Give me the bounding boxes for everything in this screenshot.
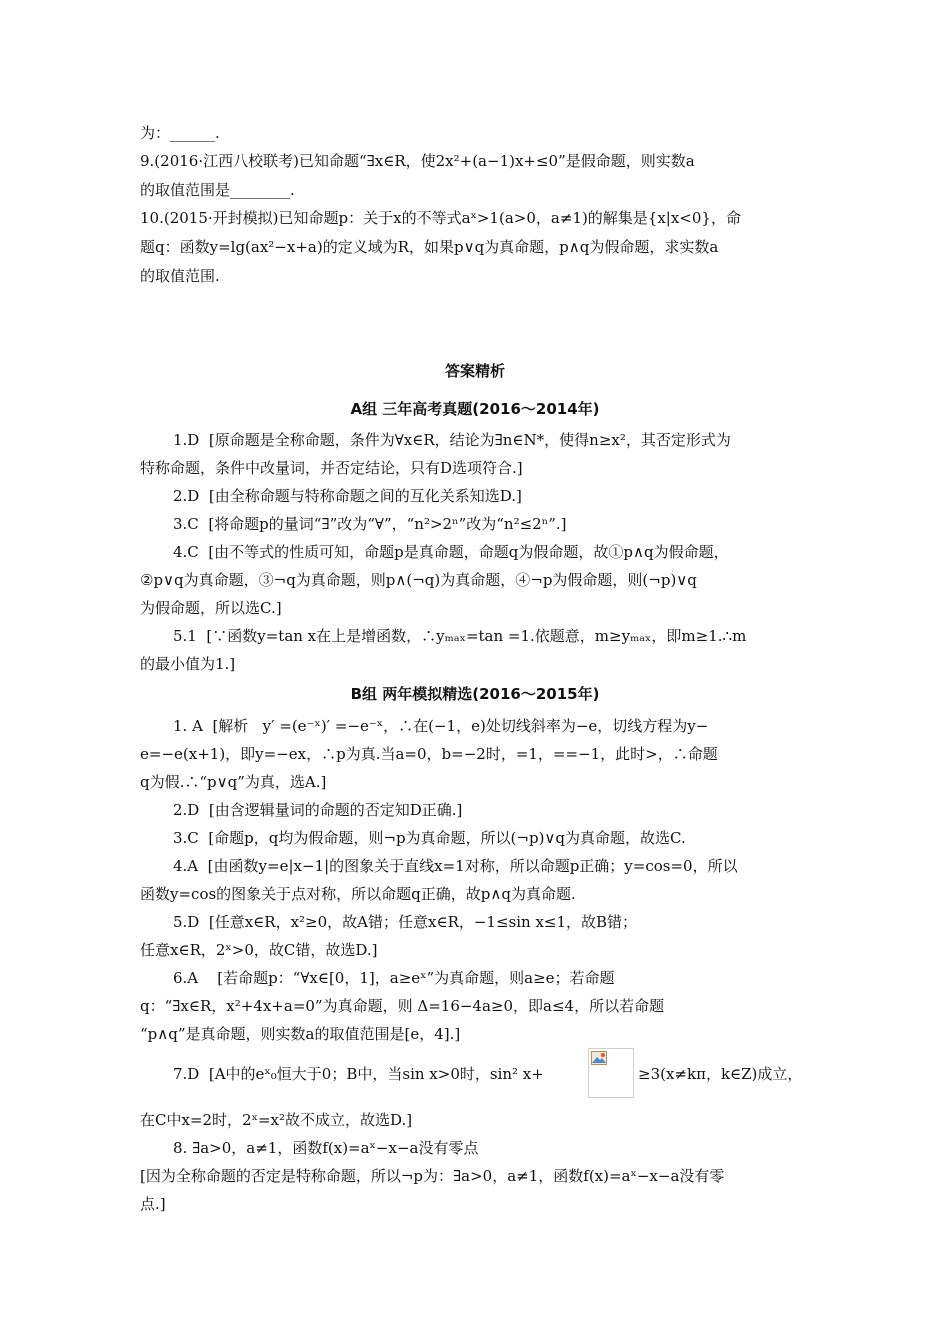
group-b-heading: B组 两年模拟精选(2016～2015年) <box>350 685 600 703</box>
text-line: [因为全称命题的否定是特称命题，所以¬p为：∃a>0，a≠1，函数f(x)=aˣ−x−a没有零 <box>140 1167 725 1185</box>
text-line: 的最小值为1.] <box>140 655 236 673</box>
text-line: 任意x∈R，2ˣ>0，故C错，故选D.] <box>140 941 378 959</box>
text-line: 题q：函数y=lg(ax²−x+a)的定义域为R，如果p∨q为真命题，p∧q为假命题，求实数a <box>140 238 719 256</box>
text-line: 在C中x=2时，2ˣ=x²故不成立，故选D.] <box>140 1111 413 1129</box>
text-line: 1. A [解析 y′ =(e⁻ˣ)′ =−e⁻ˣ，∴在(−1，e)处切线斜率为−e，切线方程为y− <box>173 717 709 735</box>
text-line: 的取值范围是________. <box>140 181 295 199</box>
text-line: 9.(2016·江西八校联考)已知命题“∃x∈R，使2x²+(a−1)x+≤0”是假命题，则实数a <box>140 152 695 170</box>
text-line: ≥3(x≠kπ，k∈Z)成立， <box>638 1065 803 1083</box>
text-line: “p∧q”是真命题，则实数a的取值范围是[e，4].] <box>140 1025 461 1043</box>
text-line: 为：______. <box>140 124 220 142</box>
text-line: q：“∃x∈R，x²+4x+a=0”为真命题，则 Δ=16−4a≥0，即a≤4，所以若命题 <box>140 997 665 1015</box>
text-line: 3.C [将命题p的量词“∃”改为“∀”，“n²>2ⁿ”改为“n²≤2ⁿ”.] <box>173 515 567 533</box>
fraction-image-placeholder <box>588 1048 634 1098</box>
text-line: ②p∨q为真命题，③¬q为真命题，则p∧(¬q)为真命题，④¬p为假命题，则(¬p)∨q <box>140 571 697 589</box>
text-line: 4.C [由不等式的性质可知，命题p是真命题，命题q为假命题，故①p∧q为假命题， <box>173 543 729 561</box>
text-line: 为假命题，所以选C.] <box>140 599 282 617</box>
text-line: 的取值范围. <box>140 267 220 285</box>
text-line: 1.D [原命题是全称命题，条件为∀x∈R，结论为∃n∈N*，使得n≥x²，其否定形式为 <box>173 431 731 449</box>
text-line: e=−e(x+1)，即y=−ex，∴p为真.当a=0，b=−2时，=1，==−1，此时>，∴命题 <box>140 745 718 763</box>
text-line: 函数y=cos的图象关于点对称，所以命题q正确，故p∧q为真命题. <box>140 885 576 903</box>
text-line: 5.D [任意x∈R，x²≥0，故A错；任意x∈R，−1≤sin x≤1，故B错； <box>173 913 638 931</box>
text-line: 7.D [A中的eˣ₀恒大于0；B中，当sin x>0时，sin² x+ <box>173 1065 544 1083</box>
text-line: 3.C [命题p，q均为假命题，则¬p为真命题，所以(¬p)∨q为真命题，故选C. <box>173 829 686 847</box>
text-line: 4.A [由函数y=e|x−1|的图象关于直线x=1对称，所以命题p正确；y=cos=0，所以 <box>173 857 738 875</box>
text-line: 10.(2015·开封模拟)已知命题p：关于x的不等式aˣ>1(a>0，a≠1)的解集是{x|x<0}，命 <box>140 209 741 227</box>
text-line: 8. ∃a>0，a≠1，函数f(x)=aˣ−x−a没有零点 <box>173 1139 479 1157</box>
text-line: 5.1 [∵函数y=tan x在上是增函数，∴yₘₐₓ=tan =1.依题意，m≥yₘₐₓ，即m≥1.∴m <box>173 627 747 645</box>
group-a-heading: A组 三年高考真题(2016～2014年) <box>350 400 600 418</box>
text-line: 点.] <box>140 1195 166 1213</box>
text-line: 2.D [由全称命题与特称命题之间的互化关系知选D.] <box>173 487 522 505</box>
text-line: q为假.∴“p∨q”为真，选A.] <box>140 773 327 791</box>
answer-title: 答案精析 <box>444 362 505 380</box>
broken-image-icon <box>591 1051 607 1065</box>
text-line: 2.D [由含逻辑量词的命题的否定知D正确.] <box>173 801 463 819</box>
text-line: 特称命题，条件中改量词，并否定结论，只有D选项符合.] <box>140 459 523 477</box>
text-line: 6.A [若命题p：“∀x∈[0，1]，a≥eˣ”为真命题，则a≥e；若命题 <box>173 969 615 987</box>
